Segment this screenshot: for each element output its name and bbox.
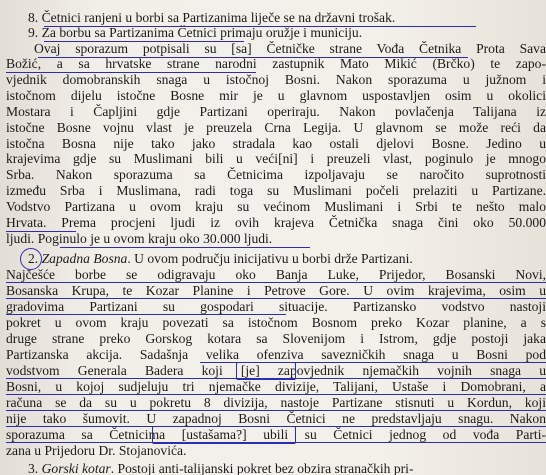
text-line: krajevima gdje su Muslimani bili u veći[ni] i preuzeli vlast, poginulo je mnogo [6, 151, 546, 166]
section-title: Gorski kotar [41, 461, 111, 475]
text-line: Hrvata. Prema procjeni ljudi iz ovih krajeva Četnička snaga čini oko 50.000 [6, 215, 546, 230]
text-line: računa se da su u pokretu 8 divizija, nastoje Partizane stisnuti u Kordun, koji [6, 395, 546, 410]
text-line: druge strane preko Gorskog kotara sa Slovenijom i Istrom, gdje postoji jaka [6, 331, 546, 346]
text-line: vodstvom Generala Badera koji [je] zapovjednik njemačkih vojnih snaga u [6, 363, 546, 378]
text-line: vjednik domobranskih snaga u istočnoj Bosni. Nakon sporazuma u južnom i [6, 72, 546, 87]
section-heading-rest: . U ovom području inicijativu u borbi drže Partizani. [127, 251, 413, 266]
text-line: istočna Bosna nije tako jako stradala kao ostali djelovi Bosne. Jedino u [6, 136, 546, 151]
text-line: Najčešće borbe se odigravaju oko Banja Luke, Prijedor, Bosanski Novi, [6, 267, 546, 282]
text-line: ljudi. Poginulo je u ovom kraju oko 30.000 ljudi. [6, 231, 273, 246]
text-line: Vodstvo Partizana u ovom kraju su većinom Muslimani i Srbi te nešto malo [6, 199, 546, 214]
text-line: pokret u ovom kraju povezati sa istočnom Bosnom preko Kozar planine, a s [6, 315, 546, 330]
text-line: istočnom dijelu istočne Bosne mir je u glavnom uspostavljen osim u okolici [6, 88, 546, 103]
text-line: Mostara i Čapljini gdje Partizani operiraju. Nakon povlačenja Talijana iz [6, 104, 546, 119]
text-line: između Srba i Muslimana, radi toga su Muslimani počeli prelaziti u Partizane. [6, 183, 546, 198]
section-number: 2. [28, 251, 39, 266]
section-3-heading-line [28, 461, 546, 475]
section-title: Zapadna Bosna [41, 251, 128, 266]
section-2-heading-line [28, 251, 546, 266]
text-line: zana u Prijedoru Dr. Stojanovića. [6, 443, 187, 458]
point-9: 9. Za borbu sa Partizanima Četnici primaju oružje i municiju. [28, 25, 363, 40]
section-heading-rest: . Postoji anti-talijanski pokret bez obzira stranačkih pri- [110, 461, 414, 475]
text-line: Srba. Nakon sporazuma sa Četnicima izpoljavaju se naročito suprotnosti [6, 167, 546, 182]
text-line: Partizanska akcija. Sadašnja velika ofenziva savezničkih snaga u Bosni pod [6, 347, 546, 362]
section-number: 3. [28, 461, 39, 475]
text-line: Bosni, u kojoj sudjeluju tri njemačke divizije, Talijani, Ustaše i Domobrani, a [6, 379, 546, 394]
pen-underline [60, 247, 310, 248]
text-line: nije tako šumovit. U zapadnoj Bosni Četnici ne predstavljaju snagu. Nakon [6, 411, 546, 426]
text-line: gradovima Partizani su gospodari situacije. Partizansko vodstvo nastoji [6, 299, 546, 314]
point-8: 8. Četnici ranjeni u borbi sa Partizanima liječe se na državni trošak. [28, 10, 396, 25]
text-line: Božić, a sa hrvatske strane narodni zastupnik Mato Mikić (Brčko) te zapo- [6, 56, 546, 71]
text-line: istočne Bosne vojnu vlast je preuzela Crna Legija. U glavnom se može reći da [6, 120, 546, 135]
text-line: Bosanska Krupa, te Kozar Planine i Petrove Gore. U ovim krajevima, osim u [6, 283, 546, 298]
text-line: sporazuma sa Četnicima [ustašama?] ubili su Četnici jednog od vođa Parti- [6, 427, 546, 442]
text-line: Ovaj sporazum potpisali su [sa] Četničke strane Vođa Četnika Prota Sava [34, 41, 546, 56]
